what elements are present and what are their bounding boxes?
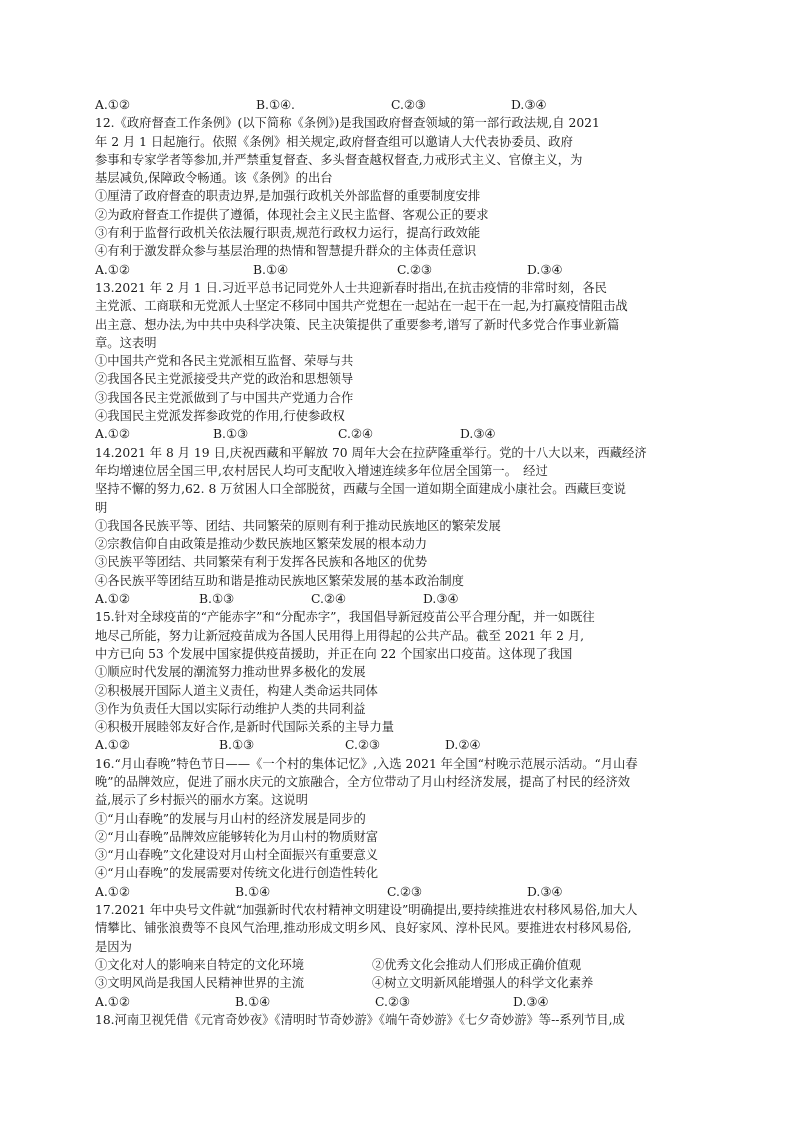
q14-item: ②宗教信仰自由政策是推动少数民族地区繁荣发展的根本动力 bbox=[95, 537, 428, 552]
q11-option-d: D.③④ bbox=[511, 98, 547, 112]
q15-item: ②积极展开国际人道主义责任，构建人类命运共同体 bbox=[95, 683, 378, 698]
q17-stem-line: 是因为 bbox=[95, 939, 132, 954]
q11-options bbox=[95, 96, 715, 114]
q13-item: ①中国共产党和各民主党派相互监督、荣辱与共 bbox=[95, 354, 354, 369]
q17-stem-line: 17.2021 年中央号文件就“加强新时代农村精神文明建设”明确提出,要持续推进农村移风易俗,加大人 bbox=[95, 903, 638, 918]
q16-option-d: D.③④ bbox=[527, 884, 563, 899]
q16-item: ④“月山春晚”的发展需要对传统文化进行创造性转化 bbox=[95, 866, 379, 881]
q13-item: ③我国各民主党派做到了与中国共产党通力合作 bbox=[95, 390, 354, 405]
q16-item: ①“月山春晚”的发展与月山村的经济发展是同步的 bbox=[95, 811, 366, 826]
q13-stem-line: 章。这表明 bbox=[95, 335, 157, 350]
q17-item: ②优秀文化会推动人们形成正确价值观 bbox=[372, 957, 582, 972]
q15-item: ①顺应时代发展的潮流努力推动世界多极化的发展 bbox=[95, 665, 366, 680]
q12-option-c: C.②③ bbox=[397, 262, 432, 277]
q18-stem-line: 18.河南卫视凭借《元宵奇妙夜》《清明时节奇妙游》《端午奇妙游》《七夕奇妙游》等--系列节目,成 bbox=[95, 1012, 625, 1027]
q12-options bbox=[95, 261, 715, 279]
q12-item: ②为政府督查工作提供了遵循，体现社会主义民主监督、客观公正的要求 bbox=[95, 207, 489, 222]
q13-option-a: A.①② bbox=[95, 427, 130, 442]
q16-option-c: C.②③ bbox=[387, 884, 422, 899]
q13-stem-line: 主党派、工商联和无党派人士坚定不移同中国共产党想在一起站在一起干在一起,为打赢疫情阻击战 bbox=[95, 299, 628, 314]
question-13 bbox=[95, 279, 715, 444]
question-16 bbox=[95, 755, 715, 901]
q12-option-a: A.①② bbox=[95, 262, 130, 277]
q15-item: ③作为负责任大国以实际行动维护人类的共同利益 bbox=[95, 701, 366, 716]
q17-option-c: C.②③ bbox=[375, 994, 410, 1009]
q14-item: ④各民族平等团结互助和谐是推动民族地区繁荣发展的基本政治制度 bbox=[95, 573, 464, 588]
q17-items-row bbox=[95, 974, 715, 992]
q12-stem-line: 参事和专家学者等参加,并严禁重复督查、多头督查越权督查,力戒形式主义、官僚主义，为 bbox=[95, 152, 583, 167]
q16-option-a: A.①② bbox=[95, 884, 130, 899]
q17-option-b: B.①④ bbox=[235, 994, 270, 1009]
q16-item: ②“月山春晚”品牌效应能够转化为月山村的物质财富 bbox=[95, 829, 379, 844]
q15-stem-line: 15.针对全球疫苗的“产能赤字”和“分配赤字”，我国倡导新冠疫苗公平合理分配，并一如既往 bbox=[95, 610, 595, 625]
q13-stem-line: 出主意、想办法,为中共中央科学决策、民主决策提供了重要参考,谱写了新时代多党合作事业新篇 bbox=[95, 317, 620, 332]
q14-stem-line: 年均增速位居全国三甲,农村居民人均可支配收入增速连续多年位居全国第一。 经过 bbox=[95, 463, 548, 478]
q16-option-b: B.①④ bbox=[235, 884, 270, 899]
q17-option-a: A.①② bbox=[95, 994, 130, 1009]
exam-page bbox=[95, 96, 715, 1029]
question-18 bbox=[95, 1011, 715, 1029]
q16-stem-line: 晚”的品牌效应，促进了丽水庆元的文旅融合，全方位带动了月山村经济发展，提高了村民的经济效 bbox=[95, 774, 631, 789]
q14-option-a: A.①② bbox=[95, 592, 130, 607]
q14-option-d: D.③④ bbox=[423, 592, 459, 607]
q15-stem-line: 中方已向 53 个发展中国家提供疫苗援助，并正在向 22 个国家出口疫苗。这体现了我国 bbox=[95, 646, 573, 661]
question-15 bbox=[95, 608, 715, 754]
q15-option-c: C.②③ bbox=[345, 738, 380, 753]
q15-options bbox=[95, 736, 715, 754]
q12-stem-line: 12.《政府督查工作条例》(以下简称《条例》)是我国政府督查领域的第一部行政法规,自 2021 bbox=[95, 116, 600, 131]
q14-item: ③民族平等团结、共同繁荣有利于发挥各民族和各地区的优势 bbox=[95, 555, 428, 570]
q13-options bbox=[95, 425, 715, 443]
q15-option-d: D.②④ bbox=[445, 738, 481, 753]
q14-stem-line: 14.2021 年 8 月 19 日,庆祝西藏和平解放 70 周年大会在拉萨隆重举行。党的十八大以来，西藏经济 bbox=[95, 445, 647, 460]
q16-item: ③“月山春晚”文化建设对月山村全面振兴有重要意义 bbox=[95, 848, 379, 863]
q13-option-c: C.②④ bbox=[338, 427, 373, 442]
question-17 bbox=[95, 901, 715, 1011]
q17-items-row bbox=[95, 956, 715, 974]
q13-option-d: D.③④ bbox=[460, 427, 496, 442]
q12-stem-line: 基层减负,保障政令畅通。该《条例》的出台 bbox=[95, 171, 333, 186]
q14-stem-line: 明 bbox=[95, 500, 108, 515]
q15-item: ④积极开展睦邻友好合作,是新时代国际关系的主导力量 bbox=[95, 720, 395, 735]
q12-item: ①厘清了政府督查的职责边界,是加强行政机关外部监督的重要制度安排 bbox=[95, 189, 481, 204]
q15-option-b: B.①③ bbox=[219, 738, 254, 753]
q12-item: ③有利于监督行政机关依法履行职责,规范行政权力运行，提高行政效能 bbox=[95, 226, 481, 241]
q14-item: ①我国各民族平等、团结、共同繁荣的原则有利于推动民族地区的繁荣发展 bbox=[95, 518, 501, 533]
q12-option-b: B.①④ bbox=[253, 262, 288, 277]
q16-stem-line: 益,展示了乡村振兴的丽水方案。这说明 bbox=[95, 793, 308, 808]
q17-item: ④树立文明新风能增强人的科学文化素养 bbox=[372, 976, 594, 991]
q12-stem-line: 年 2 月 1 日起施行。依照《条例》相关规定,政府督查组可以邀请人大代表协委员、政府 bbox=[95, 134, 573, 149]
q14-option-b: B.①③ bbox=[199, 592, 234, 607]
q17-item: ①文化对人的影响来自特定的文化环境 bbox=[95, 957, 305, 972]
q16-options bbox=[95, 883, 715, 901]
q14-stem-line: 坚持不懈的努力,62. 8 万贫困人口全部脱贫，西藏与全国一道如期全面建成小康社会。西藏巨变说 bbox=[95, 482, 626, 497]
q16-stem-line: 16.“月山春晚”特色节日——《一个村的集体记忆》,入选 2021 年全国“村晚示范展示活动。“月山春 bbox=[95, 756, 638, 771]
q12-option-d: D.③④ bbox=[527, 262, 563, 277]
q17-stem-line: 情攀比、铺张浪费等不良风气治理,推动形成文明乡风、良好家风、淳朴民风。要推进农村移风易俗, bbox=[95, 921, 632, 936]
q13-item: ②我国各民主党派接受共产党的政治和思想领导 bbox=[95, 372, 354, 387]
q17-option-d: D.③④ bbox=[513, 994, 549, 1009]
q17-options bbox=[95, 993, 715, 1011]
q13-stem-line: 13.2021 年 2 月 1 日.习近平总书记同党外人士共迎新春时指出,在抗击疫情的非常时刻，各民 bbox=[95, 280, 607, 295]
q12-item: ④有利于激发群众参与基层治理的热情和智慧提升群众的主体责任意识 bbox=[95, 244, 477, 259]
question-14 bbox=[95, 444, 715, 609]
q15-stem-line: 地尽己所能，努力让新冠疫苗成为各国人民用得上用得起的公共产品。截至 2021 年 2 月, bbox=[95, 628, 585, 643]
q13-option-b: B.①③ bbox=[213, 427, 248, 442]
q14-option-c: C.②④ bbox=[311, 592, 346, 607]
q11-option-b: B.①④. bbox=[256, 98, 295, 112]
q11-option-c: C.②③ bbox=[391, 98, 426, 112]
q17-item: ③文明风尚是我国人民精神世界的主流 bbox=[95, 976, 305, 991]
question-12 bbox=[95, 114, 715, 279]
q13-item: ④我国民主党派发挥参政党的作用,行使参政权 bbox=[95, 409, 345, 424]
q11-option-a: A.①② bbox=[95, 98, 130, 112]
q14-options bbox=[95, 590, 715, 608]
q15-option-a: A.①② bbox=[95, 738, 130, 753]
